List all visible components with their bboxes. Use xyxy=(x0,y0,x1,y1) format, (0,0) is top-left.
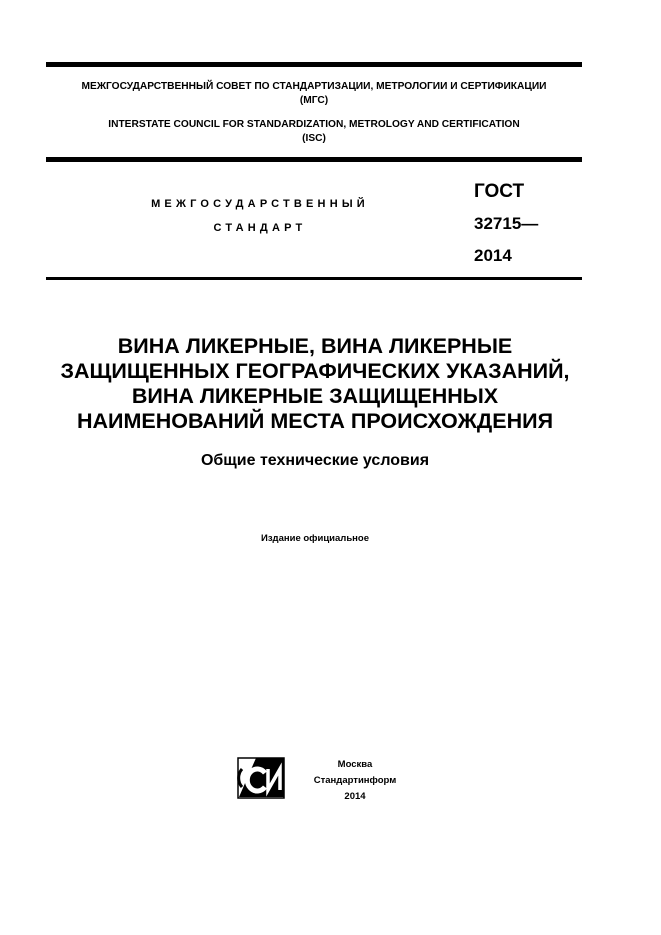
standard-kind-line2: СТАНДАРТ xyxy=(213,222,307,234)
council-ru-line2: (МГС) xyxy=(299,95,329,106)
title-line1: ВИНА ЛИКЕРНЫЕ, ВИНА ЛИКЕРНЫЕ xyxy=(117,334,513,358)
title-line2: ЗАЩИЩЕННЫХ ГЕОГРАФИЧЕСКИХ УКАЗАНИЙ, xyxy=(60,359,570,383)
document-subtitle: Общие технические условия xyxy=(200,452,430,469)
title-line4: НАИМЕНОВАНИЙ МЕСТА ПРОИСХОЖДЕНИЯ xyxy=(76,409,554,433)
gost-year: 2014 xyxy=(474,246,512,265)
standartinform-logo-icon xyxy=(236,757,286,799)
top-rule xyxy=(46,62,582,67)
council-en-line1: INTERSTATE COUNCIL FOR STANDARDIZATION, METROLOGY AND CERTIFICATION xyxy=(108,119,520,130)
publisher-city: Москва xyxy=(337,759,373,770)
designation-rule xyxy=(46,277,582,280)
gost-number: 32715— xyxy=(474,214,539,233)
header-rule xyxy=(46,157,582,162)
edition-note: Издание официальное xyxy=(261,533,369,544)
council-en xyxy=(46,118,582,146)
publisher-year: 2014 xyxy=(344,791,366,802)
council-ru-line1: МЕЖГОСУДАРСТВЕННЫЙ СОВЕТ ПО СТАНДАРТИЗАЦИИ, МЕТРОЛОГИИ И СЕРТИФИКАЦИИ xyxy=(81,81,547,92)
council-ru xyxy=(46,80,582,108)
gost-designation xyxy=(474,176,538,272)
standard-kind-line1: МЕЖГОСУДАРСТВЕННЫЙ xyxy=(151,198,369,210)
gost-label: ГОСТ xyxy=(474,181,525,202)
document-title xyxy=(20,334,610,434)
title-line3: ВИНА ЛИКЕРНЫЕ ЗАЩИЩЕННЫХ xyxy=(131,384,499,408)
council-en-line2: (ISC) xyxy=(302,133,326,144)
publisher-name: Стандартинформ xyxy=(313,775,397,786)
publisher-info xyxy=(300,757,410,805)
